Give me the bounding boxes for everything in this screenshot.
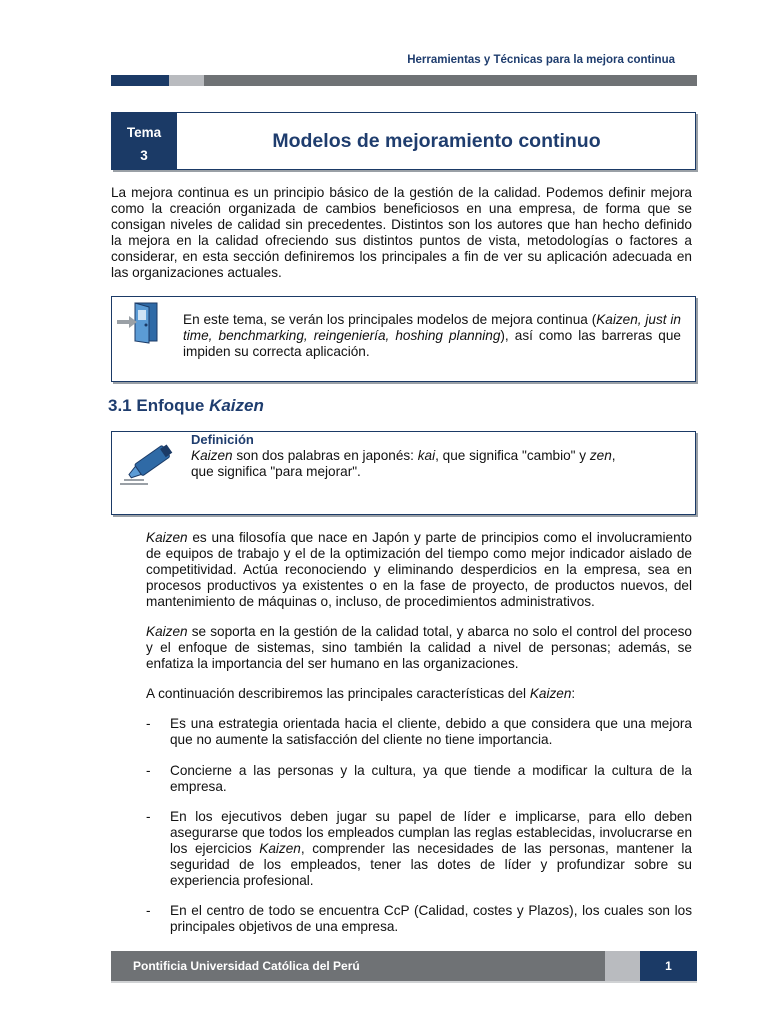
definition-line-1 — [191, 448, 651, 464]
list-item-part: , comprender las necesidades de las personas, mantener la seguridad de los empleados, tener las dotes de líder y profundizar sobre su experiencia profesional. — [170, 841, 692, 888]
section-heading-label: 3.1 Enfoque — [108, 396, 210, 415]
list-dash: - — [146, 903, 151, 918]
note-text-italic: Kaizen, just in time, benchmarking, reingeniería, hoshing planning — [183, 312, 681, 343]
definition-part: , que significa "cambio" y — [435, 448, 590, 463]
body-text: A continuación describiremos las principales características del — [146, 686, 530, 701]
body-text: : — [571, 686, 576, 701]
footer-institution: Pontificia Universidad Católica del Perú — [133, 959, 360, 973]
list-item-text: Concierne a las personas y la cultura, ya que tiende a modificar la cultura de la empresa. — [170, 763, 692, 794]
header-bar-navy — [111, 75, 169, 86]
list-dash: - — [146, 763, 151, 778]
running-header: Herramientas y Técnicas para la mejora continua — [407, 54, 675, 66]
definition-label: Definición — [191, 432, 254, 447]
header-bar-dark — [204, 75, 697, 86]
footer-accent — [605, 951, 640, 981]
definition-part: , — [611, 448, 616, 463]
intro-paragraph: La mejora continua es un principio básico de la gestión de la calidad. Podemos definir mejora como la creación organizada de cambios beneficiosos en una empresa, de forma que se consigan niveles de calidad sin precedentes. Distintos son los autores que han hecho definido la mejora en la calidad ofreciendo sus distintos puntos de vista, metodologías o factores a considerar, en esta sección definiremos los principales a fin de ver su aplicación adecuada en las organizaciones actuales. — [111, 185, 692, 280]
topic-title: Modelos de mejoramiento continuo — [272, 130, 601, 152]
body-text: es una filosofía que nace en Japón y parte de principios como el involucramiento de equipos de trabajo y el de la optimización del tiempo como mejor indicador aislado de competitividad. Actúa reconociendo y eliminando desperdicios en la empresa, sea en procesos productivos ya existentes o en la fase de proyecto, de productos nuevos, del mantenimiento de máquinas o, incluso, de procedimientos administrativos. — [146, 530, 692, 609]
definition-part: son dos palabras en japonés: — [232, 448, 418, 463]
definition-term: kai — [417, 448, 436, 463]
list-item-text: En el centro de todo se encuentra CcP (Calidad, costes y Plazos), los cuales son los principales objetivos de una empresa. — [170, 903, 692, 934]
page-number: 1 — [640, 951, 697, 981]
body-term: Kaizen — [146, 530, 188, 545]
body-paragraph — [146, 624, 692, 672]
header-bar-light — [169, 75, 204, 86]
body-paragraph — [146, 686, 692, 702]
highlighter-icon — [118, 436, 184, 490]
note-text — [183, 312, 681, 360]
door-exit-icon — [115, 301, 161, 345]
section-heading — [108, 396, 264, 416]
list-dash: - — [146, 809, 151, 824]
list-dash: - — [146, 716, 151, 731]
definition-line-2: que significa "para mejorar". — [191, 464, 361, 479]
definition-text — [191, 448, 651, 480]
body-paragraph — [146, 530, 692, 610]
definition-term: Kaizen — [191, 448, 233, 463]
topic-tag — [111, 112, 177, 170]
body-term: Kaizen — [529, 686, 572, 701]
definition-term: zen — [589, 448, 612, 463]
topic-tag-number: 3 — [140, 148, 148, 163]
body-term: Kaizen — [146, 624, 188, 639]
list-item-part: En los ejecutivos deben jugar su papel de líder e implicarse, para ello deben asegurarse que todos los empleados cumplan las reglas establecidas, involucrarse en los ejercicios — [170, 809, 692, 856]
topic-tag-label: Tema — [126, 125, 162, 140]
list-item-text — [170, 809, 692, 889]
note-text-part: ), así como las barreras que impiden su correcta aplicación. — [183, 328, 681, 359]
footer-shadow — [111, 981, 697, 983]
list-item-term: Kaizen — [259, 841, 301, 856]
list-item-text: Es una estrategia orientada hacia el cliente, debido a que considera que una mejora que no aumente la satisfacción del cliente no tiene importancia. — [170, 716, 692, 747]
section-heading-italic: Kaizen — [209, 396, 264, 415]
body-text: se soporta en la gestión de la calidad total, y abarca no solo el control del proceso y el enfoque de sistemas, sino también la calidad a nivel de personas; además, se enfatiza la importancia del ser humano en las organizaciones. — [146, 624, 692, 671]
note-text-part: En este tema, se verán los principales modelos de mejora continua ( — [183, 312, 597, 327]
